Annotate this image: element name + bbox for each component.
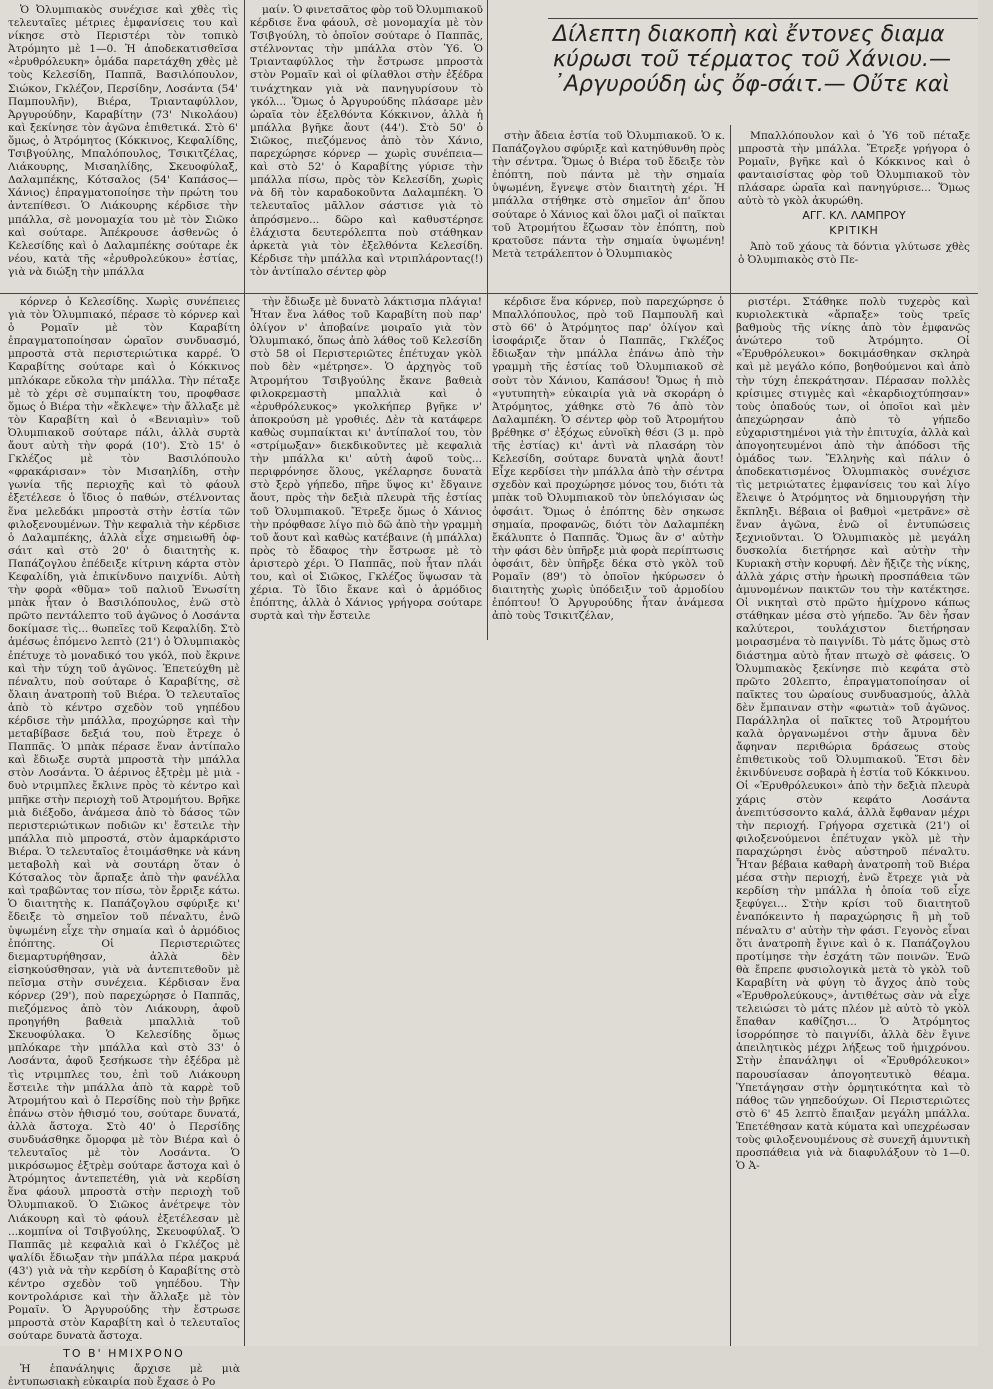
column-5-second-half-text: Ἡ ἐπανάληψις ἄρχισε μὲ μιὰ ἐντυπωσιακὴ εὐκαιρία ποὺ ἔχασε ὁ Ρο <box>8 1362 240 1388</box>
headline <box>553 22 993 122</box>
article-column-4 <box>738 130 970 292</box>
article-column-5 <box>8 296 240 1388</box>
column-8-text: ριστέρι. Στάθηκε πολὺ τυχερὸς καὶ κυριολεκτικὰ «ἅρπαξε» τοὺς τρεῖς βαθμοὺς τῆς νίκης ἀπὸ τὸν ἐμφανῶς ἀνώτερο τοῦ Ἀτρόμητο. Οἱ «Ἐρυθρόλευκοι» δοκιμάσθηκαν σκληρὰ καὶ μὲ μεγάλο κόπο, βοηθούμενοι καὶ ἀπὸ τὴν τύχη ἐπεκράτησαν. Πέρασαν πολλὲς κρίσιμες στιγμὲς καὶ «ἐκαρδιοχτύπησαν» τοὺς ὀπαδούς των, οἱ ὁποῖοι καὶ μὲν ἀπεχώρησαν ἀπὸ τὸ γήπεδο εὐχαριστημένοι γιὰ τὴν ἐπιτυχία, ἀλλὰ καὶ ἀπογοητευμένοι ἀπὸ τὴν ἀπόδοσι τῆς ὁμάδος των. Ἔλληνὴς καὶ πάλιν ὁ ἀποδεκατισμένος Ὀλυμπιακὸς συνέχισε τὶς μετριώτατες ἐμφανίσεις του καὶ λίγο ἔλειψε ὁ Ἀτρόμητος νὰ δημιουργήση τὴν ἔκπληξι. Βέβαια οἱ βαθμοὶ «μετρᾶνε» σὲ ἕναν ἀγῶνα, ἐνῶ οἱ ἐντυπώσεις ξεχνιοῦνται. Ὁ Ὀλυμπιακὸς μὲ μεγάλη δυσκολία διετήρησε καὶ αὐτὴν τὴν Κυριακὴ στὴν κορυφή. Δὲν ἤξιζε τὴς νίκης, ἀλλὰ χάρις στὴν ἡρωικὴ προσπάθεια τῶν ἀμυνομένων παικτῶν του τὴν κατέκτησε. Οἱ νικηταὶ στὸ πρῶτο ἡμίχρονο κάπως στάθηκαν μέσα στὸ γήπεδο. Ἂν δὲν ἦσαν καλύτεροι, τουλάχιστον διετήρησαν μοιρασμένα τὸ παιγνίδι. Τὸ μάτς ὅμως στὸ διάστημα αὐτὸ ἦταν πτωχὸ σὲ φάσεις. Ὁ Ὀλυμπιακὸς ξεκίνησε πιὸ κεφάτα στὸ πρῶτο 20λεπτο, ἐπραγματοποίησαν οἱ παῖκτες του ὡραίους συνδυασμούς, ἀλλὰ δὲν ἔμπαιναν στὴν «φωτιὰ» τοῦ ἀγῶνος. Παράλληλα οἱ παῖκτες τοῦ Ἀτρομήτου καλὰ ὀργανωμένοι στὴν ἄμυνα δὲν ἄφηναν περιθώρια δράσεως στοὺς ἐπιθετικοὺς τοῦ Ὀλυμπιακοῦ. Ἔτσι δὲν ἐκινδύνευσε σοβαρὰ ἡ ἑστία τοῦ Κόκκινου. Οἱ «Ἐρυθρόλευκοι» ἀπὸ τὴν δεξιὰ πλευρὰ χάρις στὸν κεφάτο Λοσάντα ἀνεπιτύσσοντο καλά, ἀλλὰ ἔφθαναν μέχρι τὴν περιοχή. Γρήγορα σχετικὰ (21') οἱ φιλοξενούμενοι ἐπέτυχαν γκὸλ μὲ τὴν παραχώρησι ἑνὸς αὐστηροῦ πέναλτυ. Ἦταν βέβαια καθαρὴ ἀνατροπὴ τοῦ Βιέρα μέσα στὴν περιοχή, ἐνῶ ἔτρεχε γιὰ νὰ κερδίση τὴν μπάλλα ἡ ὁποία τοῦ εἶχε ξεφύγει... Στὴν κρίσι τοῦ διαιτητοῦ ἐναπόκειντο ἡ παραχώρησις ἢ μὴ τοῦ πέναλτυ σ' αὐτὴν τὴν φάσι. Γεγονὸς εἶναι ὅτι ἀνατροπὴ ἔγινε καὶ ὁ κ. Παπάζογλου προτίμησε τὴν ἐσχάτη τῶν ποινῶν. Ἐνῶ θὰ ἔπρεπε φυσιολογικὰ μετὰ τὸ γκὸλ τοῦ Καραβίτη νὰ φύγη τὸ ἄγχος ἀπὸ τοὺς «Ἐρυθρολεύκους», ἀντιθέτως σὰν νὰ εἶχε τελειώσει τὸ μάτς πλέον μὲ αὐτὸ τὸ γκὸλ ἔπαθαν καθίζησι... Ὁ Ἀτρόμητος ἰσορρόπησε τὸ παιγνίδι, ἀλλὰ δὲν ἔγινε ἀπειλητικὸς μέχρι λήξεως τοῦ ἡμιχρόνου. Στὴν ἐπανάληψι οἱ «Ἐρυθρόλευκοι» παρουσίασαν ἀπογοητευτικὸ θέαμα. Ὑπετάγησαν στὴν ὁρμητικότητα καὶ τὸ πάθος τῶν γηπεδούχων. Οἱ Περιστεριῶτες στὸ 6' 45 λεπτὸ ἔπαιξαν μεγάλη μπάλλα. Ἐπετέθησαν κατὰ κύματα καὶ υπεχρέωσαν τοὺς φιλοξενουμένους σὲ συνεχῆ ἀμυντικὴ προσπάθεια γιὰ νὰ διαφυλάξουν τὸ 1—0. Ὁ Ἀ- <box>736 296 970 1173</box>
article-column-7 <box>492 296 724 632</box>
headline-line-3: ᾿Αργυρούδη ὡς ὄφ-σάιτ.— Οὔτε καὶ <box>553 72 950 97</box>
article-column-1 <box>8 4 238 290</box>
article-column-6 <box>250 296 482 628</box>
article-column-8 <box>736 296 970 1342</box>
column-6-text: τὴν ἔδιωξε μὲ δυνατὸ λάκτισμα πλάγια! Ἦταν ἕνα λάθος τοῦ Καραβίτη ποὺ παρ' ὀλίγον ν' ἀποβαίνε μοιραῖο γιὰ τὸν Ὀλυμπιακό, ὅπως ἀπὸ λάθος τοῦ Κελεσίδη στὸ 58 οἱ Περιστεριῶτες ἐπέτυχαν γκὸλ ποὺ δὲν «μέτρησε». Ὁ ἀρχηγὸς τοῦ Ἀτρομήτου Τσιβγούλης ἔκανε βαθειὰ φιλοκρεμαστὴ μπαλλιὰ καὶ ὁ «ἐρυθρόλευκος» γκολκήπερ βγῆκε ν' ἀποκρούση μὲ γροθιές. Δὲν τὰ κατάφερε καθὼς συμπαίκται κι' ἀντίπαλοί του, τὸν «στρίμωξαν» διεκδικοῦντες μὲ κεφαλιὰ τὴν μπάλλα κι' αὐτὴ ἀφοῦ τοὺς... περιφρόνησε ὅλους, γκέλαρησε δυνατὰ στὸ ξερὸ γήπεδο, πῆρε ὕψος κι' ἔδγαινε ἄουτ, πρὸς τὴν δεξιὰ πλευρὰ τῆς ἑστίας τοῦ Ὀλυμπιακοῦ. Ἔτρεξε ὅμως ὁ Χάνιος τὴν πρόφθασε λίγο πιὸ δῶ ἀπὸ τὴν γραμμὴ τοῦ ἄουτ καὶ καθὼς κατέβαινε (ἡ μπάλλα) πρὸς τὸ ἔδαφος τὴν ἔστρωσε μὲ τὸ ἀριστερὸ χέρι. Ὁ Παππᾶς, ποὺ ἦταν πλάι του, καὶ οἱ Σιῶκος, Γκλέζος ὕψωσαν τὰ χέρια. Τὸ ἴδιο ἔκανε καὶ ὁ ἁρμόδιος ἐπόπτης, ἀλλὰ ὁ Χάνιος γρήγορα σούταρε συρτὰ καὶ τὴν ἔστειλε <box>250 296 482 623</box>
column-rule <box>487 0 488 640</box>
column-4-text: Μπαλλόπουλον καὶ ὁ Ὑ6 τοῦ πέταξε μπροστὰ τὴν μπάλλα. Ἔτρεξε γρήγορα ὁ Ρομαῖν, βγῆκε καὶ ὁ Κόκκινος καὶ ὁ φανταισίστας φὸρ τοῦ Ὀλυμπιακοῦ τὸν πλάσαρε ὡραῖα καὶ πανηγύρισε... Ὅμως αὐτὸ τὸ γκὸλ ἀκυρώθη. <box>738 130 970 208</box>
article-column-2 <box>250 4 483 290</box>
column-2-text: μαίν. Ὁ φινετσᾶτος φὸρ τοῦ Ὀλυμπιακοῦ κέρδισε ἕνα φάουλ, σὲ μονομαχία μὲ τὸν Τσιβγούλη, τὸ ὁποῖον σούταρε ὁ Παππᾶς, στέλνοντας τὴν μπάλλα στὸν Ὑ6. Ὁ Τριανταφύλλος τὴν ἔστρωσε μπροστὰ στὸν Ρομαῖν καὶ οἱ φίλαθλοι στὴν ἐξέδρα τινάχτηκαν γιὰ νὰ πανηγυρίσουν τὸ γκόλ... Ὅμως ὁ Ἀργυρούδης πλάσαρε μὲν ὡραῖα τὸν ἐξελθόντα Κόκκινον, ἀλλὰ ἡ μπάλλα βγῆκε ἄουτ (44'). Στὸ 50' ὁ Σιῶκος, πιεζόμενος ἀπὸ τὸν Χάνιο, παρεχώρησε κόρνερ — χωρὶς συνέπεια— καὶ στὸ 52' ὁ Καραβίτης γύρισε τὴν μπάλλα πίσω, πρὸς τὸν Κελεσίδη, χωρὶς νὰ δῆ τὸν καραδοκοῦντα Δαλαμπέκη. Ὁ τελευταῖος μᾶλλον σάστισε γιὰ τὸ ἀπρόσμενο... δῶρο καὶ καθυστέρησε ἐλάχιστα δευτερόλεπτα ποὺ στάθηκαν ἀρκετὰ γιὰ τὸν ἐξελθόντα Κελεσίδη. Κέρδισε τὴν μπάλλα καὶ ντριπλάροντας(!) τὸν ἀντίπαλο σέντερ φὸρ <box>250 4 483 278</box>
column-5-text: κόρνερ ὁ Κελεσίδης. Χωρὶς συνέπειες γιὰ τὸν Ὀλυμπιακό, πέρασε τὸ κόρνερ καὶ ὁ Ρομαῖν μὲ τὸν Καραβίτη ἐπραγματοποίησαν ὡραῖον συνδυασμό, μπροστὰ στὰ περιστεριώτικα καρρέ. Ὁ Καραβίτης σούταρε καὶ ὁ Κόκκινος μπλόκαρε εὔκολα τὴν μπάλλα. Τὴν πέταξε μὲ τὸ χέρι σὲ συμπαίκτη του, προφθασε ὅμως ὁ Βιέρα τὴν «ἔκλεψε» τὴν ἄλλαξε μὲ τὸν Καραβίτη καὶ ὁ «Βενιαμὶν» τοῦ Ὀλυμπιακοῦ σούταρε πάλι, ἀλλὰ συρτὰ ἄουτ αὐτὴ τὴν φορά (10'). Στὸ 15' ὁ Γκλέζος μὲ τὸν Βασιλόπουλο «φρακάρισαν» τὸν Μισαηλίδη, στὴν γωνία τῆς περιοχῆς καὶ τὸ φάουλ ἐξετέλεσε ὁ ἴδιος ὁ παθών, στέλνοντας ἕνα μελεδάκι μπροστὰ στὴν ἑστία τῶν φιλοξενουμένων. Τὴν κεφαλιὰ τὴν κέρδισε ὁ Δαλαμπέκης, ἀλλὰ εἶχε σημειωθῆ ὀφ-σάιτ καὶ στὸ 20' ὁ διαιτητὴς κ. Παπάζογλου ἐπέδειξε κίτρινη κάρτα στὸν Κεφαλίδη, γιὰ ἐπικίνδυνο παιχνίδι. Αὐτὴ τὴν φορὰ «θῦμα» τοῦ παλιοῦ Ἑνωσίτη μπὰκ ἦταν ὁ Βασιλόπουλος, ἐνῶ στὸ πρῶτο πεντάλεπτο τοῦ ἀγῶνος ὁ Λοσάντα δοκίμασε τὶς... θωπεῖες τοῦ Κεφαλίδη. Στὸ ἀμέσως ἑπόμενο λεπτὸ (21') ὁ Ὀλυμπιακὸς ἐπέτυχε τὸ μοναδικό του γκόλ, ποὺ ἔκρινε καὶ τὴν τύχη τοῦ ἀγῶνος. Ἐπετεύχθη μὲ πέναλτυ, ποὺ σούταρε ὁ Καραβίτης, σὲ ὄλαιη ἀνατροπὴ τοῦ Βιέρα. Ὁ τελευταῖος ἀπὸ τὸ κέντρο σχεδὸν τοῦ γηπέδου κέρδισε τὴν μπάλλα, προχώρησε καὶ τὴν μεταβίβασε δεξιά του, ποὺ ἔτρεχε ὁ Παππᾶς. Ὁ μπὰκ πέρασε ἕναν ἀντίπαλο καὶ ἔδιωξε συρτὰ μπροστὰ τὴν μπάλλα στὸν Λοσάντα. Ὁ ἀέρινος ἐξτρὲμ μὲ μιὰ - δυὸ ντριμπλες ἔκλινε πρὸς τὸ κέντρο καὶ μπῆκε στὴν περιοχὴ τοῦ Ἀτρομήτου. Βρῆκε μιὰ διέξοδο, ἀνάμεσα ἀπὸ τὸ δάσος τῶν περιστεριώτικων ποδιῶν κι' ἔστειλε τὴν μπάλλα πιὸ μπροστά, στὸν ἀμαρκάριστο Βιέρα. Ὁ τελευταῖος ἑτοιμάσθηκε νὰ κάνη μεταβολὴ καὶ νὰ σουτάρη ὅταν ὁ Κότσαλος τὸν ἄρπαξε ἀπὸ τὴν φανέλλα καὶ τραβῶντας τον πίσω, τὸν ἔρριξε κάτω. Ὁ διαιτητὴς κ. Παπάζογλου σφύριξε κι' ἔδειξε τὸ σημεῖον τοῦ πέναλτυ, ἐνῶ ὑψωμένη εἶχε τὴν σημαία καὶ ὁ ἁρμόδιος ἐπόπτης. Οἱ Περιστεριῶτες διεμαρτυρήθησαν, ἀλλὰ δὲν εἰσηκούσθησαν, γιὰ νὰ ἀντεπιτεθοῦν μὲ πεῖσμα στὴν συνέχεια. Κέρδισαν ἕνα κόρνερ (29'), ποὺ παρεχώρησε ὁ Παππᾶς, πιεζόμενος ἀπὸ τὸν Λιάκουρη, ἀφοῦ προηγήθη βαθειὰ μπαλλιὰ τοῦ Σκευοφύλακα. Ὁ Κελεσίδης ὅμως μπλόκαρε τὴν μπάλλα καὶ στὸ 33' ὁ Λοσάντα, ἀφοῦ ξεσήκωσε τὴν ἐξέδρα μὲ τὶς ντριμπλες του, ἐπὶ τοῦ Λιάκουρη ἔστειλε τὴν μπάλλα ἀπὸ τὰ καρρὲ τοῦ Ἀτρομήτου καὶ ὁ Περσίδης ποὺ τὴν βρῆκε ἐπάνω στὸν ἠθισμό του, σούταρε δυνατά, ἀλλὰ ἄστοχα. Στὸ 40' ὁ Περσίδης συνδυάσθηκε ὄμορφα μὲ τὸν Βιέρα καὶ ὁ τελευταῖος μὲ τὸν Λοσάντα. Ὁ μικρόσωμος ἐξτρὲμ σούταρε ἄστοχα καὶ ὁ Ἀτρόμητος ἀντεπετέθη, γιὰ νὰ κερδίση ἕνα φάουλ μπροστὰ στὴν περιοχὴ τοῦ Ὀλυμπιακοῦ. Ὁ Σιῶκος ἀνέτρεψε τὸν Λιάκουρη καὶ τὸ φάουλ ἐξετέλεσαν μὲ ...κομπίνα οἱ Τσιβγούλης, Σκευοφύλαξ. Ὁ Παππᾶς μὲ κεφαλιὰ καὶ ὁ Γκλέζος μὲ ψαλίδι ἔδιωξαν τὴν μπάλλα πέρα μακρυά (43') γιὰ νὰ τὴν κερδίση ὁ Καραβίτης στὸ κέντρο σχεδὸν τοῦ γηπέδου. Τὴν κοντρολάρισε καὶ τὴν ἄλλαξε μὲ τὸν Ρομαῖν. Ὁ Ἀργυρούδης τὴν ἔστρωσε μπροστὰ στὸν Καραβίτη καὶ ὁ τελευταῖος σούταρε δυνατὰ ἄστοχα. <box>8 296 240 1343</box>
column-rule <box>244 0 245 1346</box>
critique-heading: ΚΡΙΤΙΚΗ <box>829 223 879 237</box>
column-7-text: κέρδισε ἕνα κόρνερ, ποὺ παρεχώρησε ὁ Μπαλλόπουλος, πρὸ τοῦ Παμπουλῆ καὶ στὸ 66' ὁ Ἀτρόμητος παρ' ὀλίγον καὶ ἰσοφάριζε ὅταν ὁ Παππᾶς, Γκλέζος ἔδιωξαν τὴν μπάλλα ἐπάνω ἀπὸ τὴν γραμμὴ τῆς ἑστίας τοῦ Ὀλυμπιακοῦ σὲ σοὺτ τὸν Χάνιου, Καπάσου! Ὅμως ἡ πιὸ «γυτυπητὴ» εὐκαιρία γιὰ νὰ σκοράρη ὁ Ἀτρόμητος, χάθηκε στὸ 76 ἀπὸ τὸν Δαλαμπέκη. Ὁ σέντερ φὸρ τοῦ Ἀτρομήτου βρέθηκε σ' ἐξόχως εὐνοϊκὴ θέσι (3 μ. πρὸ τῆς ἑστίας) κι' ἀντὶ νὰ πλασάρη τὸν Κελεσίδη, σούταρε δυνατὰ ψηλὰ ἄουτ! Εἶχε κερδίσει τὴν μπάλλα ἀπὸ τὴν σέντρα σχεδὸν καὶ προχώρησε μόνος του, διότι τὰ μπὰκ τοῦ Ὀλυμπιακοῦ τὸν ὑπελόγισαν ὡς ὀφσάιτ. Ὅμως ὁ ἐπόπτης δὲν σηκωσε σημαία, προφανῶς, διότι τὸν Δαλαμπέκη ἔκάλυπτε ὁ Παππᾶς. Ὅμως ἂν σ' αὐτὴν τὴν φάσι δὲν ὑπῆρξε μιὰ φορὰ περίπτωσις ὀφσάιτ, δὲν ὑπῆρξε δέκα στὸ γκὸλ τοῦ Ρομαῖν (89') τὸ ὁποῖον ἠκύρωσεν ὁ διαιτητὴς χωρὶς ὑπόδειξιν τοῦ ἁρμοδίου ἐπόπτου! Ὁ Ἀργυρούδης ἦταν ἀνάμεσα ἀπὸ τοὺς Τσικιτζέλαν, <box>492 296 724 623</box>
section-rule <box>0 293 978 294</box>
column-1-text: Ὁ Ὀλυμπιακὸς συνέχισε καὶ χθὲς τὶς τελευταῖες μέτριες ἐμφανίσεις του καὶ νίκησε στὸ Περιστέρι τὸν τοπικὸ Ἀτρόμητο μὲ 1—0. Ἡ ἀποδεκατισθεῖσα «ἐρυθρόλευκη» ὁμάδα παρετάχθη χθὲς μὲ τοὺς Κελεσίδη, Παππᾶ, Βασιλόπουλον, Σιώκον, Γκλέζον, Περσίδην, Λοσάντα (54' Παμπουλῆν), Βιέρα, Τριανταφύλλον, Ἀργυρούδην, Καραβίτην (73' Νικολάου) καὶ ξεκίνησε τὸν ἀγῶνα ἐπιθετικά. Στὸ 6' ὅμως, ὁ Ἀτρόμητος (Κόκκινος, Κεφαλίδης, Τσιβγούλης, Μπαλόπουλος, Τσικιτζέλας, Λιάκουρης, Μισαηλίδης, Σκευοφύλαξ, Δαλαμπέκης, Κότσαλος (54' Καπάσος—Χάνιος) ἐπραγματοποίησε τὴν πρώτη του ἀντεπίθεσι. Ὁ Λιάκουρης κέρδισε τὴν μπάλλα, σὲ μονομαχία του μὲ τὸν Σιῶκο καὶ σούταρε. Ἀπέκρουσε ἀσθενῶς ὁ Κελεσίδης καὶ ὁ Δαλαμπέκης σούταρε ἐκ νέου, κατὰ τῆς «ἐρυθρολεύκου» ἑστίας, γιὰ νὰ διώξη τὴν μπάλλα <box>8 4 238 278</box>
column-4-critique-start: Ἀπὸ τοῦ χάους τὰ δόντια γλύτωσε χθὲς ὁ Ὀλυμπιακὸς στὸ Πε- <box>738 240 970 266</box>
headline-line-2: κύρωσι τοῦ τέρματος τοῦ Χάνιου.— <box>553 47 952 72</box>
column-3-text: στὴν ἄδεια ἑστία τοῦ Ὀλυμπιακοῦ. Ὁ κ. Παπάζογλου σφύριξε καὶ κατηύθυνθη πρὸς τὴν σέντρα. Ὅμως ὁ Βιέρα τοῦ ἔδειξε τὸν ἐπόπτη, ποὺ πάντα μὲ τὴν σημαία ὑψωμένη, ἔγνεψε στὸν διαιτητὴ χέρι. Ἡ μπάλλα στήθηκε στὸ σημεῖον ἀπ' ὅπου σούταρε ὁ Χάνιος καὶ ὅλοι μαζὶ οἱ παῖκται τοῦ Ἀτρομήτου ἔζωσαν τὸν ἐπόπτη, ποὺ κρατοῦσε πάντα τὴν σημαία ὑψωμένη! Μετὰ τετράλεπτον ὁ Ὀλυμπιακὸς <box>492 130 725 260</box>
second-half-heading: ΤΟ Β' ΗΜΙΧΡΟΝΟ <box>63 1346 185 1360</box>
article-column-3 <box>492 130 725 290</box>
headline-rule <box>548 18 978 19</box>
byline: ΑΓΓ. ΚΛ. ΛΑΜΠΡΟΥ <box>802 208 906 222</box>
column-rule <box>730 125 731 1346</box>
headline-line-1: Δίλεπτη διακοπὴ καὶ ἔντονες διαμα <box>553 22 945 47</box>
